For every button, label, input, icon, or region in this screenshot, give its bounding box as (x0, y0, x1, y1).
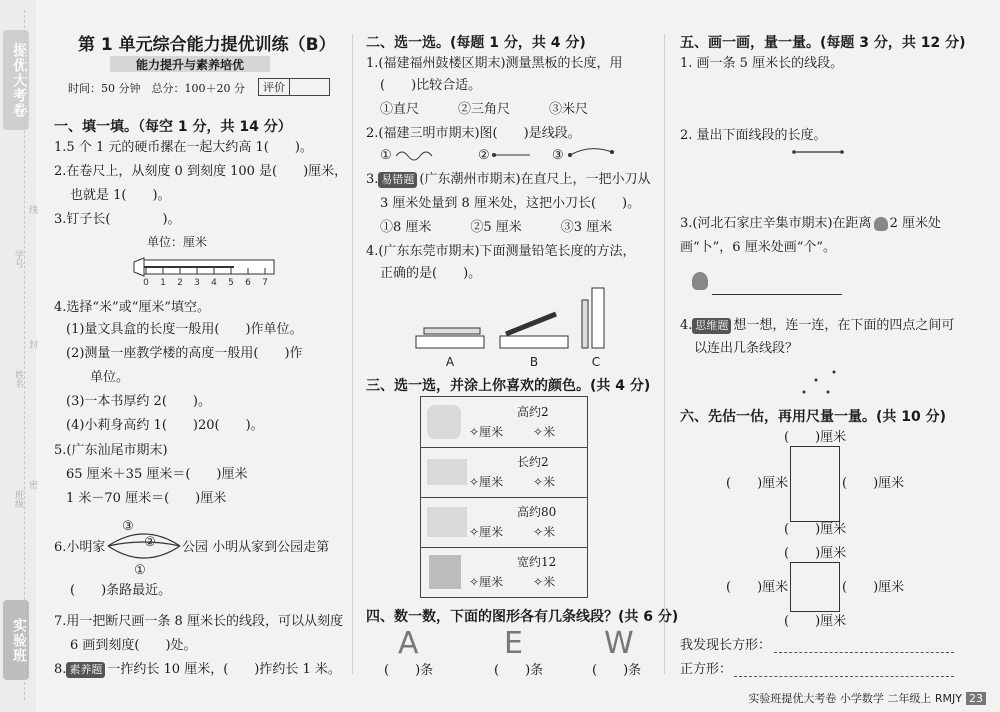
q5-4a: 4. 思维题 想一想，连一连，在下面的四点之间可 (680, 318, 955, 333)
ruler-tick-label: 7 (262, 278, 268, 288)
class-label: 班级 (13, 490, 23, 508)
score-label: 评价 (259, 79, 290, 95)
ruler-tick-label: 0 (143, 278, 149, 288)
ruler-c-icon (592, 288, 604, 348)
rect-left-blank[interactable]: ( )厘米 (726, 476, 789, 491)
sidebar-brand-top: 提优大考卷 (3, 30, 29, 130)
q1-1: 1.5 个 1 元的硬币摞在一起大约高 1( )。 (54, 140, 313, 155)
nail-head-icon (134, 258, 144, 276)
score-box[interactable] (258, 78, 330, 96)
square-left-blank[interactable]: ( )厘米 (726, 580, 789, 595)
row-2-cm-option[interactable]: ✧厘米 (469, 475, 504, 489)
section-5-title: 五、画一画，量一量。(每题 3 分，共 12 分) (680, 35, 966, 51)
cm-label: 厘米 (479, 575, 504, 589)
pencil-c-icon (582, 300, 588, 348)
student-name-label: 姓名 (13, 370, 23, 388)
q1-7a: 7.用一把断尺画一条 8 厘米长的线段，可以从刻度 (54, 614, 343, 629)
unit-row-1 (421, 397, 587, 448)
desk-icon (427, 507, 467, 537)
square-right-blank[interactable]: ( )厘米 (842, 580, 905, 595)
option-1-label: ① (380, 148, 392, 163)
seal-mark-line: 线 (27, 205, 37, 214)
count-blank-w[interactable]: ( )条 (592, 663, 642, 678)
ruler-b-icon (500, 336, 568, 348)
count-blank-a[interactable]: ( )条 (384, 663, 434, 678)
letter-w: W (604, 626, 634, 661)
ruler-tick-label: 1 (160, 278, 166, 288)
unit-row-3 (421, 497, 587, 548)
q1-6c: ( )条路最近。 (70, 583, 172, 598)
q2-1a: 1.(福建福州鼓楼区期末)测量黑板的长度，用 (366, 56, 623, 71)
page-number: 23 (966, 692, 986, 705)
q5-3a-tail: 2 厘米处 (889, 216, 941, 231)
q2-3a: 3. 易错题 (广东潮州市期末)在直尺上，一把小刀从 (366, 172, 651, 187)
q2-3b: 3 厘米处量到 8 厘米处，这把小刀长( )。 (380, 196, 641, 211)
column-divider (664, 34, 665, 674)
q5-2: 2. 量出下面线段的长度。 (680, 128, 827, 143)
row-4-m-option[interactable]: ✧米 (533, 575, 556, 589)
ruler-tick-label: 2 (177, 278, 183, 288)
bed-icon (427, 459, 467, 485)
row-4-cm-option[interactable]: ✧厘米 (469, 575, 504, 589)
q5-3b: 画“卜”，6 厘米处画“个”。 (680, 240, 836, 255)
q1-6b: 公园 小明从家到公园走第 (182, 540, 330, 555)
rect-right-blank[interactable]: ( )厘米 (842, 476, 905, 491)
section-1-title: 一、填一填。（每空 1 分，共 14 分） (54, 119, 292, 135)
cut-line (24, 10, 25, 700)
option-b-label: B (529, 355, 539, 369)
ruler-a-icon (416, 336, 484, 348)
q2-3a-text: (广东潮州市期末)在直尺上，一把小刀从 (419, 172, 651, 187)
ruler-tick-label: 3 (194, 278, 200, 288)
q1-4-2a: (2)测量一座教学楼的高度一般用( )作 (66, 346, 303, 361)
footer-text: 实验班提优大考卷 小学数学 二年级上 RMJY (748, 692, 962, 705)
row-4-label: 宽约12 (517, 555, 557, 569)
seal-mark-seal: 封 (27, 340, 37, 349)
section-4-title: 四、数一数，下面的图形各有几条线段？(共 6 分) (366, 609, 679, 625)
cm-label: 厘米 (479, 525, 504, 539)
option-a-label: A (445, 355, 455, 369)
row-3-cm-option[interactable]: ✧厘米 (469, 525, 504, 539)
cm-label: 厘米 (479, 475, 504, 489)
row-2-label: 长约2 (517, 455, 549, 469)
q2-1b: ( )比较合适。 (380, 78, 482, 93)
q1-5a: 65 厘米＋35 厘米＝( )厘米 (66, 467, 248, 482)
route-figure (106, 516, 182, 578)
penguin-icon (692, 272, 708, 290)
q2-3c: ①8 厘米 ②5 厘米 ③3 厘米 (380, 220, 613, 235)
finding-rectangle-label: 我发现长方形： (680, 638, 772, 653)
option-2-label: ② (478, 148, 490, 163)
q5-4b: 以连出几条线段？ (694, 341, 799, 356)
route-3-label: ③ (122, 519, 134, 534)
q5-3a (680, 216, 941, 232)
ruler-unit-label: 单位：厘米 (147, 235, 208, 249)
section-2-title: 二、选一选。(每题 1 分，共 4 分) (366, 35, 586, 51)
page-title: 第 1 单元综合能力提优训练（B） (78, 35, 336, 55)
row-3-label: 高约80 (517, 505, 557, 519)
ruler-tick-label: 4 (211, 278, 217, 288)
option-3-label: ③ (552, 148, 564, 163)
pencil-a-icon (424, 328, 480, 334)
count-blank-e[interactable]: ( )条 (494, 663, 544, 678)
m-label: 米 (543, 525, 556, 539)
q2-4b: 正确的是( )。 (380, 266, 482, 281)
four-points-figure (790, 366, 840, 398)
route-2-label: ② (144, 535, 156, 550)
q1-4-3: (3)一本书厚约 2( )。 (66, 394, 211, 409)
q1-7b: 6 画到刻度( )处。 (70, 638, 197, 653)
q1-8-badge: 素养题 (66, 662, 105, 678)
q5-4-badge: 思维题 (692, 318, 731, 334)
q1-4-2b: 单位。 (90, 370, 130, 385)
q1-2b: 也就是 1( )。 (70, 188, 171, 203)
horse-toy-icon (427, 405, 461, 439)
nail-ruler-figure (130, 248, 280, 288)
q2-1c: ①直尺 ②三角尺 ③米尺 (380, 102, 589, 117)
finding-rectangle-line[interactable] (774, 652, 954, 653)
book-icon (429, 555, 461, 589)
pencil-b-icon (506, 314, 556, 334)
row-2-m-option[interactable]: ✧米 (533, 475, 556, 489)
q1-4-4: (4)小莉身高约 1( )20( )。 (66, 418, 264, 433)
ruler-tick-label: 6 (245, 278, 251, 288)
q1-8-text: 一拃约长 10 厘米，( )拃约长 1 米。 (107, 662, 341, 677)
q1-4-1: (1)量文具盒的长度一般用( )作单位。 (66, 322, 303, 337)
unit-choice-table (420, 396, 588, 598)
square-top-blank[interactable]: ( )厘米 (784, 546, 847, 561)
rect-top-blank[interactable]: ( )厘米 (784, 430, 847, 445)
sidebar-brand-bottom: 实验班 (3, 600, 29, 680)
q1-8: 8. 素养题 一拃约长 10 厘米，( )拃约长 1 米。 (54, 662, 341, 677)
row-1-cm-option[interactable]: ✧厘米 (469, 425, 504, 439)
q1-5: 5.(广东汕尾市期末) (54, 443, 168, 458)
pencil-measure-figure (414, 284, 614, 372)
section-3-title: 三、选一选，并涂上你喜欢的颜色。(共 4 分) (366, 378, 651, 394)
q1-3: 3.钉子长( )。 (54, 212, 181, 227)
finding-square-label: 正方形： (680, 662, 733, 677)
segment-options (380, 144, 630, 166)
page-footer (748, 690, 986, 706)
binding-sidebar (0, 0, 36, 712)
q2-2: 2.(福建三明市期末)图( )是线段。 (366, 126, 581, 141)
penguin-icon (874, 217, 888, 231)
square-bottom-blank[interactable]: ( )厘米 (784, 614, 847, 629)
rectangle-figure (790, 446, 840, 522)
m-label: 米 (543, 475, 556, 489)
q2-3-badge: 易错题 (378, 172, 417, 188)
m-label: 米 (543, 575, 556, 589)
q5-4a-text: 想一想，连一连，在下面的四点之间可 (733, 318, 955, 333)
cm-label: 厘米 (479, 425, 504, 439)
wavy-line-icon (396, 152, 432, 160)
unit-row-2 (421, 447, 587, 498)
section-6-title: 六、先估一估，再用尺量一量。(共 10 分) (680, 409, 947, 425)
q1-6a: 6.小明家 (54, 540, 106, 555)
q1-2a: 2.在卷尺上，从刻度 0 到刻度 100 是( )厘米， (54, 164, 348, 179)
exam-time-score: 时间：50 分钟 总分：100＋20 分 (68, 82, 245, 95)
letter-a: A (398, 626, 419, 661)
m-label: 米 (543, 425, 556, 439)
student-number-label: 学号 (13, 250, 23, 268)
q5-3a-text: 3.(河北石家庄辛集市期末)在距离 (680, 216, 872, 231)
curve-icon (610, 150, 614, 154)
option-c-label: C (591, 355, 601, 369)
column-divider (352, 34, 353, 674)
row-3-m-option[interactable]: ✧米 (533, 525, 556, 539)
page-subtitle: 能力提升与素养培优 (110, 56, 270, 72)
row-1-label: 高约2 (517, 405, 549, 419)
q5-1: 1. 画一条 5 厘米长的线段。 (680, 56, 844, 71)
square-figure (790, 562, 840, 612)
ruler-tick-label: 5 (228, 278, 234, 288)
route-1-label: ① (134, 563, 146, 578)
unit-row-4 (421, 547, 587, 597)
q1-5b: 1 米－70 厘米＝( )厘米 (66, 491, 227, 506)
q1-4: 4.选择“米”或“厘米”填空。 (54, 300, 210, 315)
segment-to-measure (792, 148, 844, 156)
q2-4a: 4.(广东东莞市期末)下面测量铅笔长度的方法， (366, 244, 636, 259)
letter-e: E (504, 626, 523, 661)
seal-mark-secret: 密 (27, 480, 37, 489)
draw-line (712, 294, 842, 295)
rect-bottom-blank[interactable]: ( )厘米 (784, 522, 847, 537)
row-1-m-option[interactable]: ✧米 (533, 425, 556, 439)
finding-square-line[interactable] (734, 676, 954, 677)
